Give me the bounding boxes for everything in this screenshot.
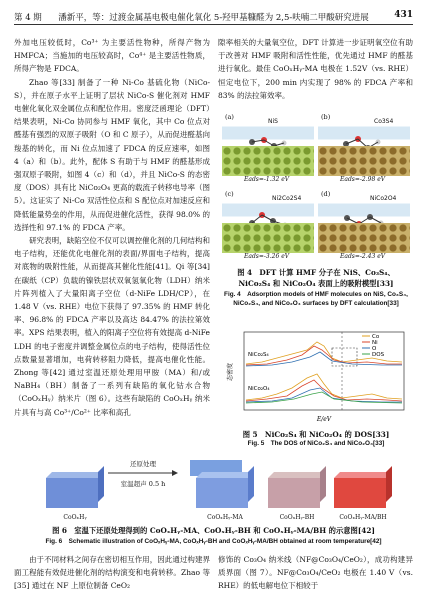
adsorption-energy: Eads=-2.43 eV: [340, 253, 386, 260]
paragraph: 外加电压较低时，Co³⁺ 为主要活性物种，所得产物为 HMFCA；当施加的电压较高时，Co⁴⁺ 是主要活性物质，所得产物是 FDCA。: [14, 38, 210, 74]
issue-number: 第 4 期: [14, 13, 42, 23]
paragraph: 研究表明，缺陷空位不仅可以调控催化剂的几何结构和电子结构，还能优化电催化剂的表面/界面电子结构，提高对底物的吸附性能，从而提高其催化性能[41]。Qi 等[34] 在碳纸（CP）负载的镍铁层状双氧氢氧化物（LDH）纳米片阵列植入了大量阳离子空位（d-NiFe LDH/CP），在 1.48 V（vs. RHE）电位下获得了 97.35% 的 HMF 转化率、96.8% 的 FDCA 产率以及高达 84.47% 的法拉第效率。XPS 结果表明，植入的阳离子空位将有效提高 d-NiFe LDH 的电子密度并调整金属位点的电子结构，使得活性位点数量显著增加，电荷转移阻力降低，提高电催化性能。Zhong 等[42] 通过室温还原处理用甲胺（MA）和/或 NaBH₄（BH）制备了一系列有缺陷的氧化钴水合物（CoOₓHᵧ）纳米片（图 6）。这些有缺陷的 CoOₓHᵧ 纳米片具有与高 Co³⁺/Co²⁺ 比率和高孔: [14, 236, 210, 417]
trace-label-nicoo: NiCo₂O₄: [248, 386, 270, 392]
paragraph: 由于不同材料之间存在密切相互作用，因此通过构建界面工程能有效促进催化剂的结构演变和电荷转移。Zhao 等[35] 通过在 NF 上原位制备 CeO₂: [14, 555, 210, 591]
block-ma-bh: [328, 472, 388, 521]
panel-label: (b): [321, 113, 331, 121]
bottom-right-text: [218, 553, 413, 593]
figure-4-panel-d: [318, 189, 410, 262]
page-number: 431: [394, 10, 413, 20]
block-label: CoOₓHᵧ-BH: [279, 514, 315, 521]
legend-ni: Ni: [372, 340, 378, 346]
surface-atoms: [318, 223, 410, 253]
legend-co: Co: [372, 334, 380, 340]
adsorption-energy: Eads=-3.26 eV: [244, 253, 290, 260]
adsorption-energy: Eads=-2.98 eV: [340, 176, 386, 183]
block-ma: [190, 472, 250, 521]
y-axis-label: 态密度: [227, 362, 234, 382]
process-condition: 室温超声 0.5 h: [120, 480, 166, 488]
process-arrow: [108, 460, 178, 489]
figure-4: [222, 112, 410, 262]
bottom-left-text: [14, 553, 210, 593]
paragraph: 隙率相关的大量氧空位，DFT 计算进一步证明氧空位有助于改善对 HMF 吸附和活性性能，优先通过 HMF 的醛基进行氧化。最佳 CoOₓHᵧ-MA 电极在 1.52V（vs. RHE）恒定电位下，200 min 内实现了 98% 的 FDCA 产率和 83% 的法拉第效率。: [218, 38, 413, 100]
dos-plot: [222, 328, 410, 426]
figure-4-panel-a: [222, 112, 314, 185]
panel-label: (a): [225, 113, 234, 121]
figure-5: [222, 328, 410, 426]
right-column-text: [218, 36, 413, 102]
process-label: 还原处理: [130, 460, 156, 468]
surface-atoms: [222, 146, 314, 176]
panel-material: NiS: [268, 118, 278, 125]
figure-5-caption: 图 5 NiCo₂S₄ 和 NiCo₂O₄ 的 DOS[33]: [242, 430, 390, 439]
panel-material: NiCo2O4: [370, 195, 397, 202]
figure-4-panel-c: [222, 189, 314, 262]
block-bh: [262, 472, 322, 521]
figure-6-caption-en: Fig. 6 Schematic illustration of CoOₓHᵧ-MA, CoOₓHᵧ-BH and CoOₓHᵧ-MA/BH obtained at room temperature[42]: [45, 538, 382, 545]
paragraph: 修饰的 Co₃O₄ 纳米线（NF@Co₃O₄/CeO₂），成功构建异质界面（图 7）。NF@Co₃O₄/CeO₂ 电极在 1.40 V（vs. RHE）的低电解电位下相较于: [218, 555, 413, 591]
block-coohy: [40, 472, 100, 521]
figure-5-caption-en: Fig. 5 The DOS of NiCo₂S₄ and NiCo₂O₄[33]: [247, 440, 385, 447]
legend-dos: DOS: [372, 352, 385, 358]
figure-4-panel-b: [318, 112, 410, 185]
panel-material: Co3S4: [374, 118, 394, 125]
paragraph: Zhao 等[33] 制备了一种 Ni-Co 基硫化物（NiCo-S），并在原子水平上证明了层状 NiCo-S 催化剂对 HMF 电催化氧化双金属位点和配位作用。密度泛函理论（DFT）结果表明，Ni-Co 协同参与 HMF 氧化，其中 Co 位点对醛基有强烈的双原子吸附（O 和 C 原子），从而促进醛基向羧基的转化，而 Ni 位点加速了 FDCA 的反应速率，如图 4（a）和（b）。此外，配体 S 有助于与 HMF 的醛基形成强双原子吸附，如图 4（c）和（d），并且 NiCo-S 的态密度（DOS）具有比 NiCo₂O₄ 更高的载流子转移电导率（图 5）。这证实了 Ni-Co 双活性位点和 S 配位点对加速反应和降低能量势垒的作用，从而促进催化活性，获得 98.0% 的选择性和 97.1% 的 FDCA 产率。: [14, 77, 210, 232]
trace-label-nicos: NiCo₂S₄: [248, 352, 269, 358]
panel-label: (c): [225, 190, 234, 198]
figure-4-caption: 图 4 DFT 计算 HMF 分子在 NiS、Co₃S₄、NiCo₂S₄ 和 NiCo₂O₄ 表面上的吸附模型[33]: [237, 268, 395, 288]
surface-atoms: [318, 146, 410, 176]
block-label: CoOₓHᵧ-MA: [207, 514, 243, 521]
page-header: [14, 10, 413, 25]
panel-label: (d): [321, 190, 331, 198]
block-label: CoOₓHᵧ: [63, 514, 87, 521]
block-label: CoOₓHᵧ-MA/BH: [339, 514, 387, 521]
legend-o: O: [372, 346, 377, 352]
panel-material: Ni2Co2S4: [272, 195, 302, 202]
figure-6-caption: 图 6 室温下还原处理得到的 CoOₓHᵧ-MA、CoOₓHᵧ-BH 和 CoOₓHᵧ-MA/BH 的示意图[42]: [52, 526, 375, 535]
x-axis-label: E/eV: [316, 416, 332, 423]
running-title: 潘新平，等：过渡金属基电极电催化氧化 5-羟甲基糠醛为 2,5-呋喃二甲酸研究进展: [58, 13, 369, 23]
surface-atoms: [222, 223, 314, 253]
adsorption-energy: Eads=-1.32 eV: [244, 176, 290, 183]
left-column: [14, 36, 210, 419]
figure-4-caption-en: Fig. 4 Adsorption models of HMF molecules on NiS, Co₃S₄, NiCo₂S₄, and NiCo₂O₄ surfaces by DFT calculation[33]: [224, 291, 408, 307]
figure-6: [40, 446, 388, 522]
